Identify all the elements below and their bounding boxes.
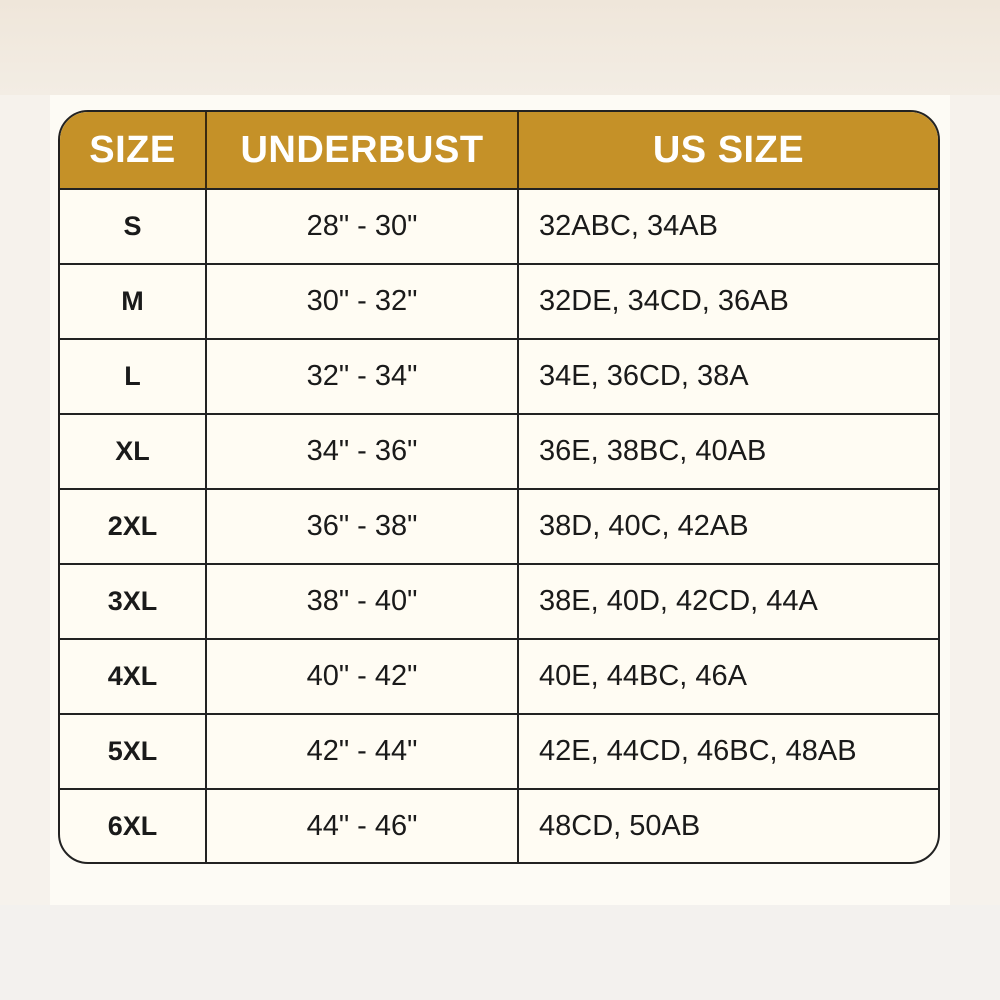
- size-chart-table: [58, 110, 940, 864]
- size-cell: L: [60, 339, 206, 414]
- table-row: [60, 564, 938, 639]
- table-row: [60, 789, 938, 862]
- us-size-cell: 42E, 44CD, 46BC, 48AB: [518, 714, 938, 789]
- table-row: [60, 489, 938, 564]
- table-row: [60, 339, 938, 414]
- size-cell: 5XL: [60, 714, 206, 789]
- table-row: [60, 189, 938, 264]
- underbust-cell: 34" - 36": [206, 414, 518, 489]
- size-cell: 4XL: [60, 639, 206, 714]
- underbust-cell: 32" - 34": [206, 339, 518, 414]
- us-size-cell: 36E, 38BC, 40AB: [518, 414, 938, 489]
- table-row: [60, 264, 938, 339]
- table-row: [60, 639, 938, 714]
- us-size-cell: 34E, 36CD, 38A: [518, 339, 938, 414]
- background-top: [0, 0, 1000, 95]
- size-cell: 6XL: [60, 789, 206, 862]
- underbust-cell: 40" - 42": [206, 639, 518, 714]
- header-size: SIZE: [60, 112, 206, 189]
- underbust-cell: 30" - 32": [206, 264, 518, 339]
- size-cell: S: [60, 189, 206, 264]
- underbust-cell: 44" - 46": [206, 789, 518, 862]
- underbust-cell: 36" - 38": [206, 489, 518, 564]
- us-size-cell: 48CD, 50AB: [539, 809, 701, 842]
- size-cell: M: [60, 264, 206, 339]
- table-row: [60, 714, 938, 789]
- us-size-cell: 40E, 44BC, 46A: [518, 639, 938, 714]
- us-size-cell: 38E, 40D, 42CD, 44A: [518, 564, 938, 639]
- table-row: [60, 414, 938, 489]
- header-underbust: UNDERBUST: [206, 112, 518, 189]
- header-row: [60, 112, 938, 189]
- size-cell: XL: [60, 414, 206, 489]
- underbust-cell: 28" - 30": [206, 189, 518, 264]
- size-cell: 3XL: [60, 564, 206, 639]
- header-us-size: US SIZE: [518, 112, 938, 189]
- us-size-cell: 32DE, 34CD, 36AB: [518, 264, 938, 339]
- underbust-cell: 42" - 44": [206, 714, 518, 789]
- us-size-cell: 38D, 40C, 42AB: [518, 489, 938, 564]
- underbust-cell: 38" - 40": [206, 564, 518, 639]
- background-bottom: [0, 905, 1000, 1000]
- size-cell: 2XL: [60, 489, 206, 564]
- us-size-cell: 32ABC, 34AB: [518, 189, 938, 264]
